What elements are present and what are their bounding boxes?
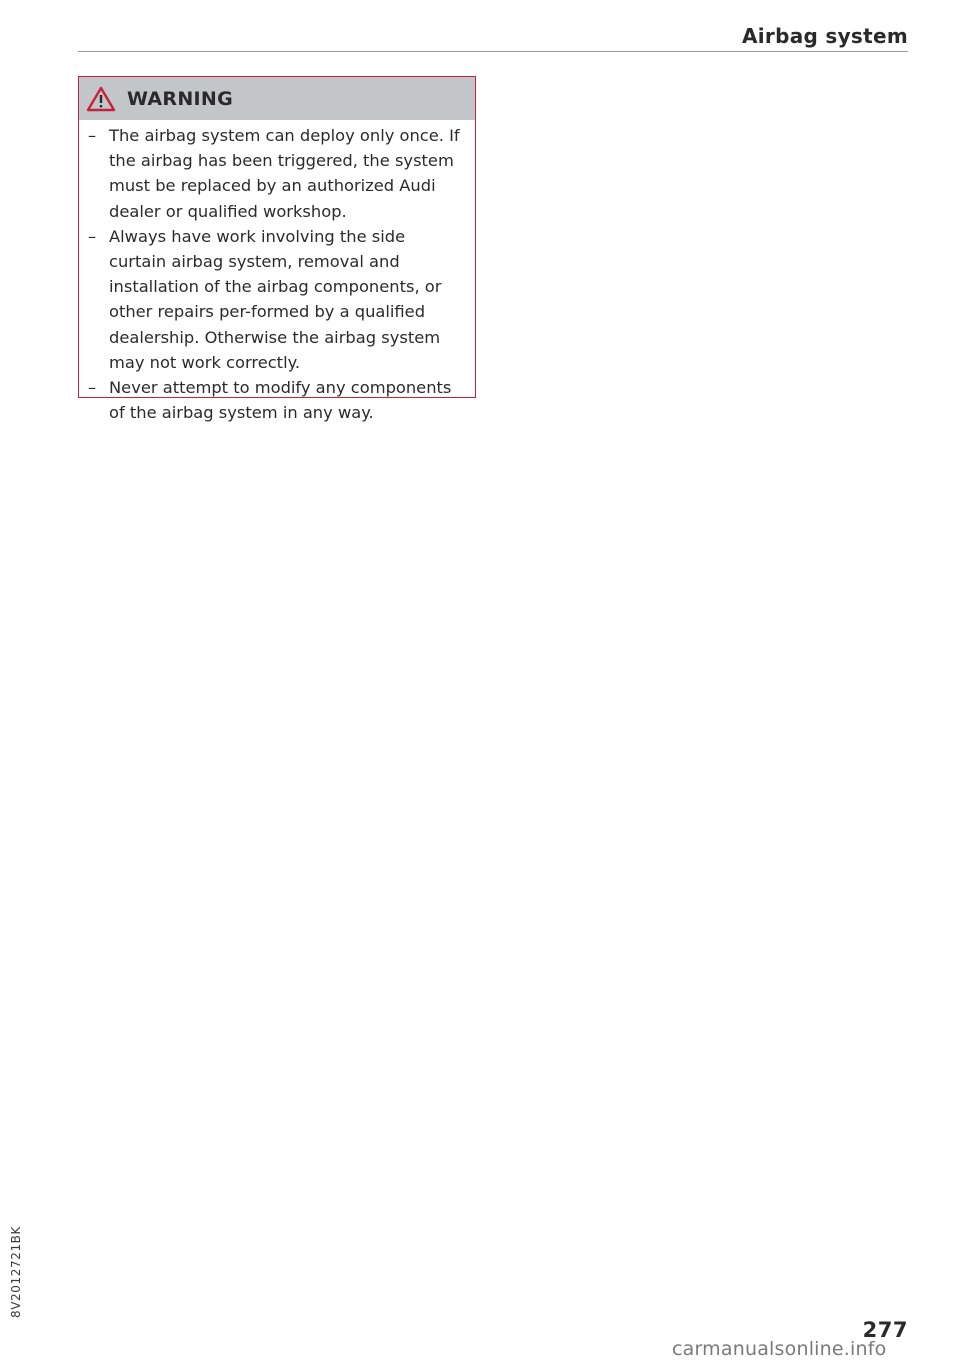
warning-list — [79, 120, 475, 425]
list-dash: – — [88, 378, 97, 398]
header-divider — [78, 51, 908, 52]
warning-header — [79, 77, 475, 120]
warning-triangle-icon — [86, 86, 116, 112]
warning-box — [78, 76, 476, 423]
warning-item-text: Always have work involving the side curtain airbag system, removal and installation of the airbag components, or other repairs per-formed by a qualified dealership. Otherwise the airbag system may not work correctly. — [109, 226, 442, 372]
watermark-text: carmanualsonline.info — [672, 1338, 887, 1360]
warning-label: WARNING — [127, 87, 234, 110]
document-code: 8V2012721BK — [9, 1226, 23, 1318]
list-dash: – — [88, 126, 97, 145]
warning-item — [88, 123, 465, 224]
warning-item-text: Never attempt to modify any components of the airbag system in any way. — [109, 378, 452, 423]
list-dash: – — [88, 226, 97, 246]
warning-item — [88, 375, 465, 425]
warning-item — [88, 224, 465, 375]
warning-item-text: The airbag system can deploy only once. If the airbag has been triggered, the system must be replaced by an authorized Audi dealer or qualified workshop. — [109, 126, 460, 221]
section-title: Airbag system — [742, 24, 908, 48]
page-number: 277 — [862, 1318, 908, 1342]
